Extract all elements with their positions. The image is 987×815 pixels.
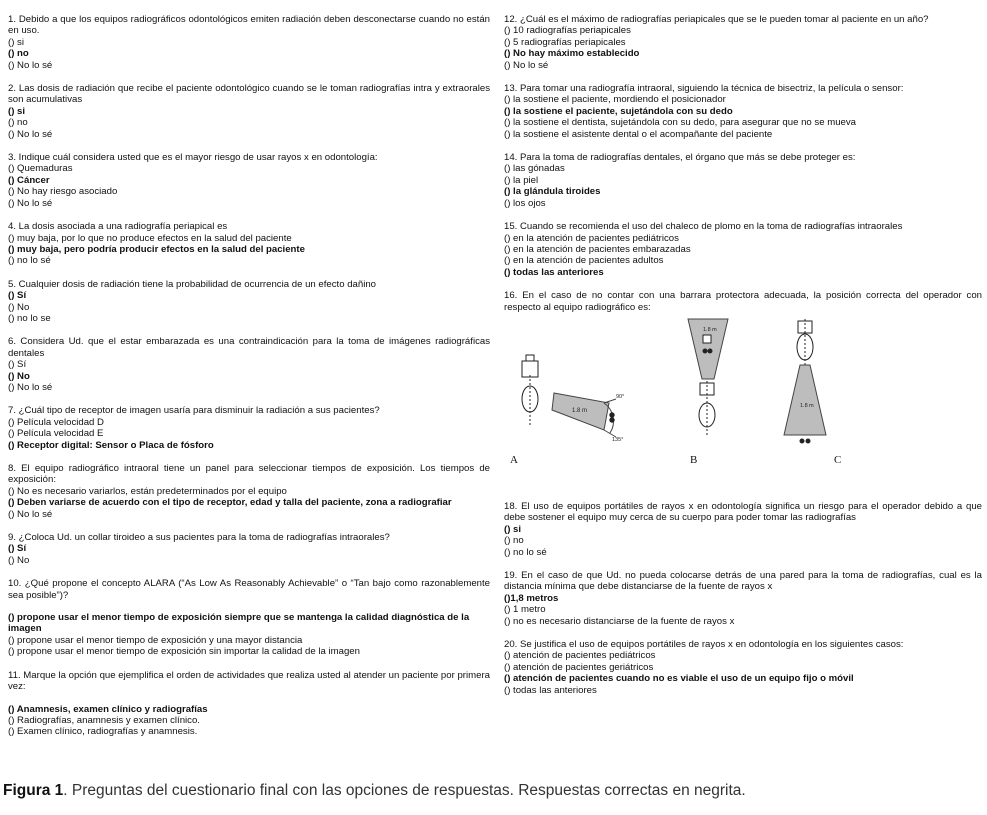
operator-marker-b — [703, 335, 711, 343]
answer-option: () No lo sé — [8, 197, 53, 209]
answer-option: () si — [8, 36, 24, 48]
answer-option: () No lo sé — [8, 381, 53, 393]
answer-option-correct: () la glándula tiroides — [504, 186, 601, 198]
answer-option-correct: () muy baja, pero podría producir efectos en la salud del paciente — [8, 243, 305, 255]
distance-label-a: 1.8 m — [572, 407, 588, 414]
operator-foot-c2 — [806, 439, 810, 443]
panel-label-b: B — [690, 453, 698, 466]
question-item — [504, 639, 982, 696]
xray-unit-a — [522, 361, 538, 377]
question-item — [504, 501, 982, 558]
question-item — [8, 578, 490, 657]
answer-option: () atención de pacientes pediátricos — [504, 650, 656, 662]
question-item — [504, 83, 982, 140]
question-item — [504, 221, 982, 278]
question-stem: 13. Para tomar una radiografía intraoral, siguiendo la técnica de bisectriz, la película o sensor: — [504, 83, 904, 95]
answer-option: () la piel — [504, 174, 539, 186]
question-item — [8, 532, 490, 566]
answer-option: () No lo sé — [504, 59, 549, 71]
answer-option: () los ojos — [504, 197, 546, 209]
answer-option: () la sostiene el paciente, mordiendo el posicionador — [504, 94, 726, 106]
answer-option-correct: () No — [8, 370, 30, 382]
distance-label-c: 1.8 m — [800, 402, 814, 409]
answer-option: () No hay riesgo asociado — [8, 186, 118, 198]
angle-label-top: 90° — [616, 393, 625, 400]
question-item — [8, 405, 490, 451]
answer-option: () 5 radiografías periapicales — [504, 36, 626, 48]
answer-option: () no lo sé — [8, 255, 51, 267]
answer-option: () propone usar el menor tiempo de exposición y una mayor distancia — [8, 634, 303, 646]
question-item — [504, 570, 982, 627]
answer-option: () no — [504, 535, 524, 547]
question-item — [8, 336, 490, 393]
answer-option: () Película velocidad D — [8, 416, 104, 428]
safe-zone-c — [784, 365, 826, 435]
operator-foot-c1 — [800, 439, 804, 443]
question-item — [504, 152, 982, 209]
panel-b — [688, 319, 728, 435]
question-item — [8, 670, 490, 738]
distance-label-b: 1.8 m — [703, 326, 717, 333]
figure-caption — [3, 782, 746, 800]
panel-a — [522, 355, 616, 437]
answer-option: () 1 metro — [504, 604, 546, 616]
questions-column-right — [504, 14, 982, 708]
questions-column-left — [8, 14, 490, 750]
answer-option: () 10 radiografías periapicales — [504, 25, 631, 37]
answer-option: () No es necesario variarlos, están predeterminados por el equipo — [8, 485, 287, 497]
answer-option: () todas las anteriores — [504, 684, 597, 696]
answer-option: () no lo se — [8, 312, 51, 324]
answer-option: () No — [8, 554, 30, 566]
answer-option-correct: () si — [504, 523, 522, 535]
answer-option-correct: () propone usar el menor tiempo de exposición siempre que se mantenga la calidad diagnóstica de la imagen — [8, 612, 470, 635]
question-stem: 19. En el caso de que Ud. no pueda colocarse detrás de una pared para la toma de radiografías, cual es la distancia mínima que debe distanciarse de la fuente de rayos x — [504, 569, 982, 593]
answer-option-correct: ()1,8 metros — [504, 592, 559, 604]
answer-option: () Examen clínico, radiografías y anamnesis. — [8, 726, 198, 738]
answer-option: () No — [8, 301, 30, 313]
xray-head-a — [526, 355, 534, 361]
operator-foot-a2 — [610, 418, 614, 422]
answer-option-correct: () Sí — [8, 543, 27, 555]
question-item — [8, 279, 490, 325]
answer-option: () no — [8, 117, 28, 129]
operator-foot-b2 — [708, 349, 712, 353]
answer-option: () propone usar el menor tiempo de exposición sin importar la calidad de la imagen — [8, 646, 360, 658]
answer-option: () No lo sé — [8, 128, 53, 140]
answer-option: () en la atención de pacientes embarazadas — [504, 243, 691, 255]
angle-line-90 — [604, 399, 616, 403]
spacer — [8, 693, 490, 704]
question-stem: 10. ¿Qué propone el concepto ALARA (“As Low As Reasonably Achievable” o “Tan bajo como razonablemente sea posible”)? — [8, 578, 490, 601]
answer-option-correct: () Receptor digital: Sensor o Placa de fósforo — [8, 439, 214, 451]
answer-option: () no lo sé — [504, 546, 547, 558]
answer-option: () No lo sé — [8, 508, 53, 520]
answer-option: () Película velocidad E — [8, 428, 104, 440]
question-item — [8, 463, 490, 520]
answer-option-correct: () la sostiene el paciente, sujetándola con su dedo — [504, 105, 733, 117]
answer-option: () muy baja, por lo que no produce efectos en la salud del paciente — [8, 232, 292, 244]
question-stem: 5. Cualquier dosis de radiación tiene la probabilidad de ocurrencia de un efecto dañino — [8, 278, 377, 290]
question-item — [8, 221, 490, 267]
operator-position-figure — [504, 315, 982, 485]
question-stem: 7. ¿Cuál tipo de receptor de imagen usaría para disminuir la radiación a sus pacientes? — [8, 405, 380, 417]
angle-line-135 — [604, 430, 616, 437]
question-stem: 4. La dosis asociada a una radiografía periapical es — [8, 221, 228, 233]
question-stem: 1. Debido a que los equipos radiográficos odontológicos emiten radiación deben desconectarse cuando no están en uso. — [8, 14, 490, 37]
angle-label-bottom: 135° — [612, 436, 624, 443]
panel-label-c: C — [834, 453, 842, 466]
question-stem: 15. Cuando se recomienda el uso del chaleco de plomo en la toma de radiografías intraorales — [504, 221, 903, 233]
question-stem: 12. ¿Cuál es el máximo de radiografías periapicales que se le pueden tomar al paciente en un año? — [504, 14, 929, 25]
answer-option: () en la atención de pacientes pediátricos — [504, 232, 679, 244]
answer-option-correct: () atención de pacientes cuando no es viable el uso de un equipo fijo o móvil — [504, 673, 854, 685]
answer-option: () la sostiene el asistente dental o el acompañante del paciente — [504, 128, 773, 140]
question-stem: 14. Para la toma de radiografías dentales, el órgano que más se debe proteger es: — [504, 152, 856, 164]
question-stem: 8. El equipo radiográfico intraoral tiene un panel para seleccionar tiempos de exposición. Los tiempos de exposición: — [8, 463, 490, 486]
answer-option: () la sostiene el dentista, sujetándola con su dedo, para asegurar que no se mueva — [504, 117, 856, 129]
question-item — [8, 152, 490, 209]
caption-text: . Preguntas del cuestionario final con las opciones de respuestas. Respuestas correctas en negrita. — [63, 782, 746, 799]
spacer — [8, 601, 490, 612]
question-stem: 2. Las dosis de radiación que recibe el paciente odontológico cuando se le toman radiografías intra y extraorales son acumulativas — [8, 83, 490, 106]
answer-option: () Sí — [8, 359, 27, 371]
question-stem: 16. En el caso de no contar con una barrara protectora adecuada, la posición correcta del operador con respecto al equipo radiográfico es: — [504, 290, 982, 313]
answer-option-correct: () Sí — [8, 290, 27, 302]
answer-option: () las gónadas — [504, 163, 565, 175]
operator-foot-a1 — [610, 413, 614, 417]
question-item — [504, 14, 982, 71]
panel-c — [784, 319, 826, 443]
answer-option: () No lo sé — [8, 59, 53, 71]
answer-option: () Radiografías, anamnesis y examen clínico. — [8, 714, 200, 726]
operator-foot-b1 — [703, 349, 707, 353]
answer-option-correct: () No hay máximo establecido — [504, 48, 640, 60]
question-item — [8, 83, 490, 140]
question-stem: 20. Se justifica el uso de equipos portátiles de rayos x en odontología en los siguientes casos: — [504, 639, 904, 650]
answer-option: () en la atención de pacientes adultos — [504, 255, 664, 267]
question-stem: 18. El uso de equipos portátiles de rayos x en odontología significa un riesgo para el operador debido a que debe sostener el equipo muy cerca de su cuerpo para poder tomar las radiografías — [504, 500, 982, 524]
caption-label: Figura 1 — [3, 782, 64, 799]
question-stem: 11. Marque la opción que ejemplifica el orden de actividades que realiza usted al atender un paciente por primera vez: — [8, 669, 490, 693]
panel-label-a: A — [510, 453, 518, 466]
answer-option-correct: () Deben variarse de acuerdo con el tipo de receptor, edad y talla del paciente, zona a radiografiar — [8, 497, 452, 509]
answer-option-correct: () todas las anteriores — [504, 266, 604, 278]
question-item — [8, 14, 490, 71]
answer-option-correct: () si — [8, 105, 26, 117]
question-stem: 6. Considera Ud. que el estar embarazada es una contraindicación para la toma de imágenes radiográficas dentales — [8, 336, 490, 359]
operator-position-diagram — [504, 315, 982, 485]
question-item — [504, 290, 982, 485]
answer-option-correct: () Anamnesis, examen clínico y radiografías — [8, 703, 208, 715]
answer-option: () no es necesario distanciarse de la fuente de rayos x — [504, 615, 735, 627]
question-stem: 3. Indique cuál considera usted que es el mayor riesgo de usar rayos x en odontología: — [8, 152, 378, 164]
answer-option: () atención de pacientes geriátricos — [504, 661, 654, 673]
answer-option-correct: () Cáncer — [8, 174, 50, 186]
answer-option: () Quemaduras — [8, 163, 73, 175]
question-stem: 9. ¿Coloca Ud. un collar tiroideo a sus pacientes para la toma de radiografías intraorales? — [8, 532, 390, 544]
answer-option-correct: () no — [8, 48, 29, 60]
